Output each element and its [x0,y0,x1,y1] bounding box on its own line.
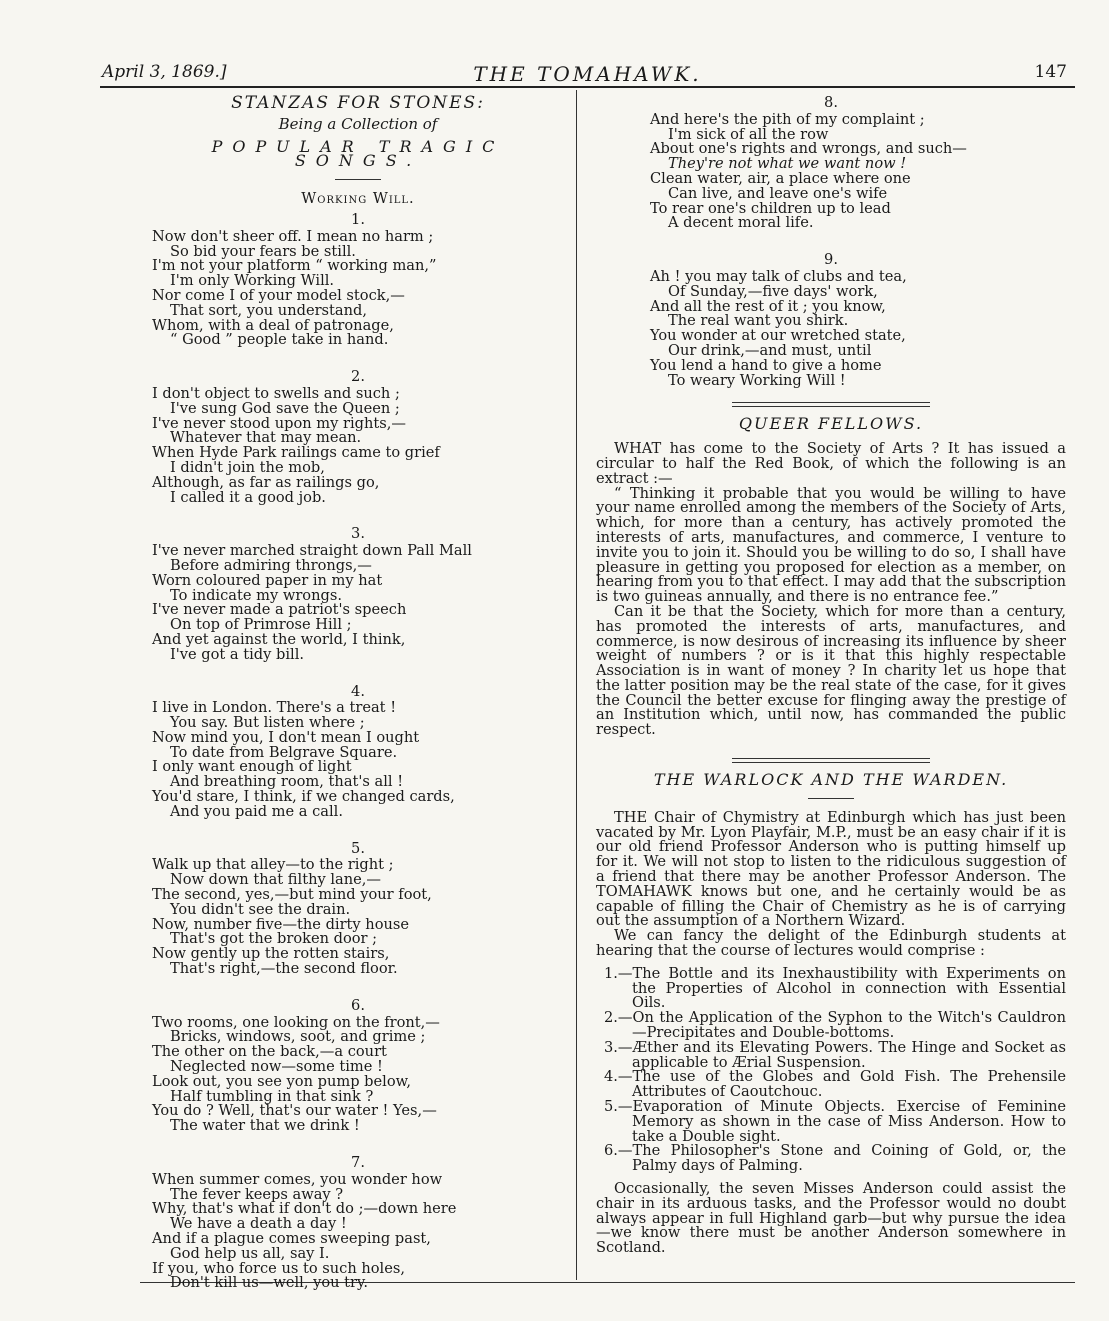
list-item: 5.—Evaporation of Minute Objects. Exercise of Feminine Memory as shown in the case of Miss Anderson. How to take a Double sight. [604,1098,1066,1145]
verse-line: You say. But listen where ; [170,714,365,732]
verse-line: So bid your fears be still. [170,242,356,260]
stanza-number: 1. [351,210,365,228]
page-number: 147 [1034,62,1067,82]
verse-line: The second, yes,—but mind your foot, [152,886,432,904]
list-item: 1.—The Bottle and its Inexhaustibility with Experiments on the Properties of Alcohol in connection with Essential Oils. [604,964,1066,1012]
verse-line: Two rooms, one looking on the front,— [152,1013,440,1031]
stanza [152,682,564,820]
article-title-queer-fellows: QUEER FELLOWS. [738,414,924,434]
stanza [152,210,564,349]
verse-line: You lend a hand to give a home [650,356,882,374]
verse-line: I don't object to swells and such ; [152,384,400,402]
verse-line: Our drink,—and must, until [668,341,872,359]
list-item: 4.—The use of the Globes and Gold Fish. The Prehensile Attributes of Caoutchouc. [604,1068,1066,1101]
verse-line: A decent moral life. [668,214,814,232]
song-title: Working Will. [301,190,415,208]
verse-line: You do ? Well, that's our water ! Yes,— [152,1102,437,1120]
stanza [650,253,1066,388]
poem-continuation [596,96,1066,388]
verse-line: About one's rights and wrongs, and such— [650,140,967,158]
stanza [152,839,564,978]
verse-line: Nor come I of your model stock,— [152,286,405,304]
article-queer-fellows [596,442,1066,738]
verse-line: You didn't see the drain. [170,900,351,918]
column-divider [576,90,577,1280]
verse-line: I'm not your platform “ working man,” [152,257,437,275]
verse-line: Worn coloured paper in my hat [152,571,383,589]
verse-line: If you, who force us to such holes, [152,1259,405,1277]
verse-line: I called it a good job. [170,488,326,506]
paragraph: THE Chair of Chymistry at Edinburgh which has just been vacated by Mr. Lyon Playfair, M.P., must be an easy chair if it is our old friend Professor Anderson who is putting himself up for it. We will not stop to listen to the ridiculous suggestion of a friend that there may be another Professor Anderson. The TOMAHAWK knows but one, and he certainly would be as capable of filling the Chair of Chemistry as he is of carrying out the assumption of a Northern Wizard. [596,808,1066,930]
verse-line: Half tumbling in that sink ? [170,1087,374,1105]
verse-line: And here's the pith of my complaint ; [650,110,925,128]
verse-line: That sort, you understand, [170,301,367,319]
verse-line: To weary Working Will ! [668,371,846,389]
verse-line: And yet against the world, I think, [152,630,406,648]
left-column [152,93,564,1292]
article-title-warlock: THE WARLOCK AND THE WARDEN. [653,770,1009,790]
verse-line: Clean water, air, a place where one [650,169,911,187]
verse-line: “ Good ” people take in hand. [170,331,389,349]
stanza-number: 8. [824,94,838,111]
verse-line: I've sung God save the Queen ; [170,399,400,417]
verse-line: And if a plague comes sweeping past, [152,1230,431,1247]
verse-line: The real want you shirk. [668,312,849,330]
stanza-number: 5. [351,839,365,857]
verse-line: I only want enough of light [152,758,352,776]
verse-line: On top of Primrose Hill ; [170,616,352,634]
stanza-number: 4. [351,682,365,700]
verse-line: Bricks, windows, soot, and grime ; [170,1028,426,1046]
verse-line: Of Sunday,—five days' work, [668,282,878,300]
lecture-list [596,964,1066,1175]
section-double-rule [732,402,930,407]
verse-line: God help us all, say I. [170,1244,330,1262]
verse-line: Although, as far as railings go, [152,473,380,491]
verse-line: Walk up that alley—to the right ; [152,856,394,874]
stanza [152,527,564,662]
issue-date: April 3, 1869.] [102,62,227,82]
verse-line: And breathing room, that's all ! [170,773,404,791]
stanza-number: 2. [351,368,365,386]
verse-line: To indicate my wrongs. [170,586,342,604]
verse-line: And you paid me a call. [170,802,343,820]
verse-line: Now down that filthy lane,— [170,871,381,889]
verse-line: Can live, and leave one's wife [668,184,888,202]
verse-line: I've never marched straight down Pall Mall [152,542,472,560]
verse-line: The other on the back,—a court [152,1043,387,1061]
list-item: 2.—On the Application of the Syphon to the Witch's Cauldron—Precipitates and Double-bottoms. [604,1009,1066,1042]
verse-line: Now gently up the rotten stairs, [152,945,390,963]
poem-collection-title: POPULAR TRAGIC SONGS. [211,136,505,171]
verse-line: You'd stare, I think, if we changed cards, [152,788,455,806]
verse-line: Before admiring throngs,— [170,556,372,574]
stanza-number: 9. [824,251,838,269]
stanza [650,96,1066,231]
verse-line: Why, that's what if don't do ;—down here [152,1200,457,1218]
paragraph: WHAT has come to the Society of Arts ? It has issued a circular to half the Red Book, of which the following is an extract :— [596,440,1066,487]
verse-line: We have a death a day ! [170,1215,347,1233]
verse-line: Whom, with a deal of patronage, [152,316,394,334]
poem-heading: STANZAS FOR STONES: [231,93,485,113]
verse-line: When Hyde Park railings came to grief [152,444,440,462]
section-rule [335,179,381,180]
section-rule [808,798,854,799]
paragraph: Can it be that the Society, which for more than a century, has promoted the interests of arts, manufactures, and commerce, is now desirous of increasing its influence by sheer weight of numbers ? or is it that this highly respectable Association is in want of money ? In charity let us hope that the latter position may be the real state of the case, for it gives the Council the better excuse for flinging away the prestige of an Institution which, until now, has commanded the public respect. [596,602,1066,739]
paragraph: Occasionally, the seven Misses Anderson could assist the chair in its arduous tasks, and the Professor would no doubt always appear in full Highland garb—but why pursue the idea—we know there must be another Anderson somewhere in Scotland. [596,1180,1066,1257]
verse-line: Now, number five—the dirty house [152,915,410,933]
verse-line: And all the rest of it ; you know, [650,297,886,315]
right-column [596,96,1066,1256]
verse-line: Don't kill us—well, you try. [170,1274,368,1292]
verse-line: To date from Belgrave Square. [170,743,398,761]
stanza-number: 3. [351,525,365,543]
poem-subheading: Being a Collection of [278,114,438,133]
verse-line: The fever keeps away ? [170,1185,344,1203]
paragraph: “ Thinking it probable that you would be willing to have your name enrolled among the members of the Society of Arts, which, for more than a century, has actively promoted the interests of arts, manufactures, and commerce, I venture to invite you to join it. Should you be willing to do so, I shall have pleasure in getting you proposed for election as a member, on hearing from you to that effect. I may add that the subscription is two guineas annually, and there is no entrance fee.” [596,484,1066,606]
verse-line: Whatever that may mean. [170,429,362,447]
verse-line: You wonder at our wretched state, [650,327,906,345]
list-item: 3.—Æther and its Elevating Powers. The Hinge and Socket as applicable to Ærial Suspension. [604,1038,1066,1071]
verse-line: I'm only Working Will. [170,272,335,290]
verse-line: To rear one's children up to lead [650,199,891,217]
stanza-number: 7. [351,1154,365,1172]
page-header [100,60,1075,88]
article-warlock-closing [596,1182,1066,1256]
stanza [152,996,564,1135]
verse-line: I've never stood upon my rights,— [152,414,406,432]
verse-line: Neglected now—some time ! [170,1058,383,1076]
verse-line: Now mind you, I don't mean I ought [152,728,420,746]
verse-line: I've got a tidy bill. [170,645,305,663]
verse-line: Look out, you see yon pump below, [152,1072,412,1090]
verse-line: That's right,—the second floor. [170,960,398,978]
verse-line: I'm sick of all the row [668,125,829,143]
stanza-number: 6. [351,996,365,1014]
stanza [152,370,564,505]
paragraph: We can fancy the delight of the Edinburgh students at hearing that the course of lectures would comprise : [596,927,1066,960]
verse-line: I live in London. There's a treat ! [152,699,397,717]
verse-line: I didn't join the mob, [170,458,325,476]
article-warlock [596,808,1066,960]
verse-line: Ah ! you may talk of clubs and tea, [650,267,907,285]
verse-line: I've never made a patriot's speech [152,601,407,619]
verse-line: That's got the broken door ; [170,930,378,948]
verse-line: When summer comes, you wonder how [152,1170,443,1188]
stanza [152,1156,564,1291]
verse-line: They're not what we want now ! [668,155,907,173]
section-double-rule [732,758,930,763]
masthead-title: THE TOMAHAWK. [473,62,702,86]
list-item: 6.—The Philosopher's Stone and Coining of Gold, or, the Palmy days of Palming. [604,1142,1066,1175]
verse-line: The water that we drink ! [170,1117,360,1135]
verse-line: Now don't sheer off. I mean no harm ; [152,227,434,245]
